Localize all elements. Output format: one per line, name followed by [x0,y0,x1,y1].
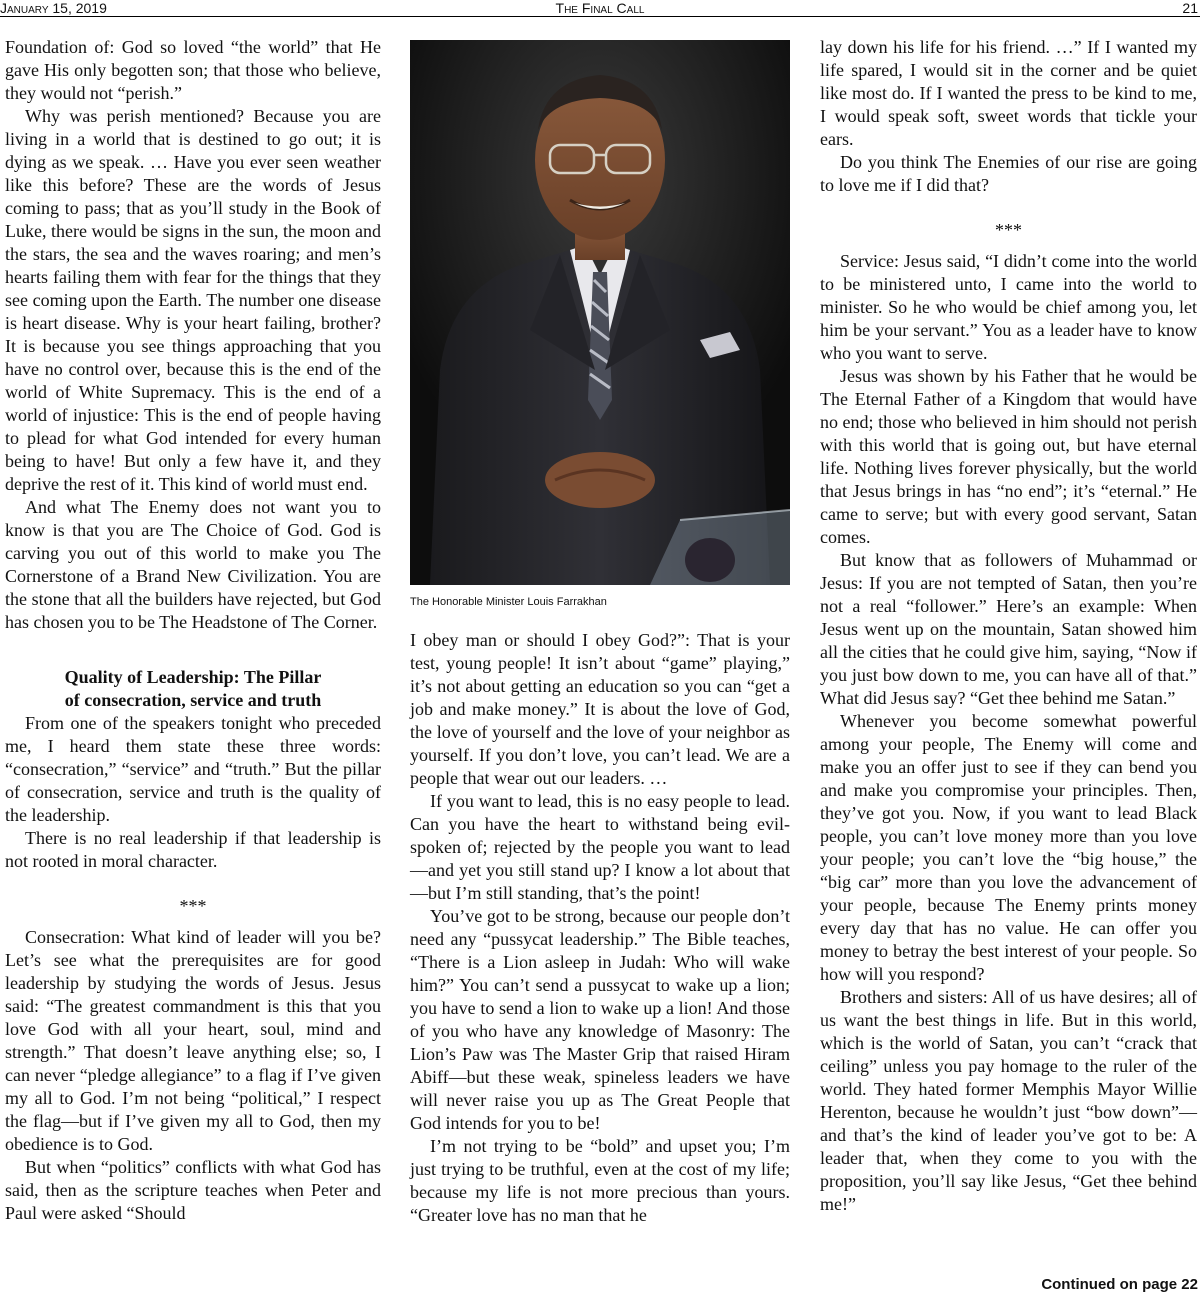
continued-on-page-link[interactable]: Continued on page 22 [1041,1276,1198,1293]
paragraph: Service: Jesus said, “I didn’t come into the world to be ministered unto, I came into the world to minister. So he who would be chief among you, let him be your servant.” You as a leader have to know who you want to serve. [820,251,1197,363]
section-divider-stars: *** [995,220,1022,240]
page-number: 21 [1182,0,1198,16]
subhead-line: of consecration, service and truth [64,690,322,710]
paragraph: Foundation of: God so loved “the world” that He gave His only begotten son; that those who believe, they would not “perish.” [5,37,381,103]
paragraph: Consecration: What kind of leader will you be? Let’s see what the prerequisites are for good leadership by studying the words of Jesus. Jesus said: “The greatest commandment is this that you love God with all your heart, soul, mind and strength.” That doesn’t leave anything else; so, I can never “pledge allegiance” to a flag if I’ve given my all to God. I’m not being “political,” I respect the flag—but if I’ve given my all to God, then my obedience is to God. [5,927,381,1154]
paragraph: lay down his life for his friend. …” If I wanted my life spared, I would sit in the corner and be quiet like most do. If I wanted the press to be kind to me, I would speak soft, sweet words that tickle your ears. [820,37,1197,149]
subhead-line: Quality of Leadership: The Pillar [64,667,322,687]
article-photo [410,40,790,585]
paragraph: But when “politics” conflicts with what God has said, then as the scripture teaches when Peter and Paul were asked “Should [5,1157,381,1223]
section-divider-stars: *** [179,896,207,916]
paragraph: Why was perish mentioned? Because you are living in a world that is destined to go out; it is dying as we speak. … Have you ever seen weather like this before? These are the words of Jesus coming to pass; that as you’ll study in the Book of Luke, there would be signs in the sun, the moon and the stars, the sea and the waves roaring; and men’s hearts failing them with fear for the things that they see coming upon the Earth. The number one disease is heart disease. Why is your heart failing, brother? It is because you see things approaching that you have no control over, because this is the end of the world of White Supremacy. This is the end of a world of injustice: This is the end of people having to plead for what God intended for every human being to have! But only a few have it, and they deprive the rest of it. This kind of world must end. [5,106,381,494]
paragraph: There is no real leadership if that leadership is not rooted in moral character. [5,828,381,871]
paragraph: I obey man or should I obey God?”: That is your test, young people! It isn’t about “game” playing,” it’s not about getting an education so you can “get a job and make money.” It is about the love of God, the love of yourself and the love of your neighbor as yourself. If you don’t love, you can’t lead. We are a people that wear out our leaders. … [410,630,790,788]
paragraph: If you want to lead, this is no easy people to lead. Can you have the heart to withstand being evil-spoken of; rejected by the people you want to lead—and yet you still stand up? I know a lot about that—but I’m still standing, that’s the point! [410,791,790,903]
paragraph: Whenever you become somewhat powerful among your people, The Enemy will come and make you an offer just to see if they can bend you and make you compromise your principles. Then, they’ve got you. Now, if you want to lead Black people, you can’t love money more than you love your people; you can’t love the “big house,” the “big car” more than you love the advancement of your people, because The Enemy prints money every day that has no value. He can offer you money to betray the best interest of your people. So how will you respond? [820,711,1197,984]
paragraph: But know that as followers of Muhammad or Jesus: If you are not tempted of Satan, then you’re not a real “follower.” Here’s an example: When Jesus went up on the mountain, Satan showed him all the cities that he could give him, saying, “Now if you just bow down to me, you can have all of that.” What did Jesus say? “Get thee behind me Satan.” [820,550,1197,708]
paragraph: From one of the speakers tonight who preceded me, I heard them state these three words: “consecration,” “service” and “truth.” But the pillar of consecration, service and truth is the quality of the leadership. [5,713,381,825]
page-header [0,0,1200,17]
photo-caption: The Honorable Minister Louis Farrakhan [410,596,607,608]
article-column-3 [820,36,1197,1216]
issue-date: January 15, 2019 [0,0,107,16]
paragraph: I’m not trying to be “bold” and upset you; I’m just trying to be truthful, even at the cost of my life; because my life is not more precious than yours. “Greater love has no man that he [410,1136,790,1225]
paragraph: Do you think The Enemies of our rise are going to love me if I did that? [820,152,1197,195]
paragraph: You’ve got to be strong, because our people don’t need any “pussycat leadership.” The Bible teaches, “There is a Lion asleep in Judah: Who will wake him?” You can’t send a pussycat to wake up a lion; you have to send a lion to wake up a lion! And those of you who have any knowledge of Masonry: The Lion’s Paw was The Master Grip that raised Hiram Abiff—but these weak, spineless leaders we have will never raise you up as The Great People that God intends for you to be! [410,906,790,1133]
article-column-1 [5,36,381,1225]
photo-illustration [410,40,790,585]
paragraph: Brothers and sisters: All of us have desires; all of us want the best things in life. But in this world, which is the world of Satan, you can’t “crack that ceiling” unless you pay homage to the ruler of the world. They hated former Memphis Mayor Willie Herenton, because he wouldn’t just “bow down”—and that’s the kind of leader you’ve got to be: A leader that, when they come to you with the proposition, you’ll say like Jesus, “Get thee behind me!” [820,987,1197,1214]
section-subhead [5,666,381,712]
paragraph: Jesus was shown by his Father that he would be The Eternal Father of a Kingdom that would have no end; those who believed in him should not perish with this world that is going out, but have eternal life. Nothing lives forever physically, but the world that Jesus brings in has “no end”; it’s “eternal.” He came to serve; but with every good servant, Satan comes. [820,366,1197,547]
newspaper-name: The Final Call [555,0,645,16]
article-column-2 [410,629,790,1227]
paragraph: And what The Enemy does not want you to know is that you are The Choice of God. God is carving you out of this world to make you The Cornerstone of a Brand New Civilization. You are the stone that all the builders have rejected, but God has chosen you to be The Headstone of The Corner. [5,497,381,632]
